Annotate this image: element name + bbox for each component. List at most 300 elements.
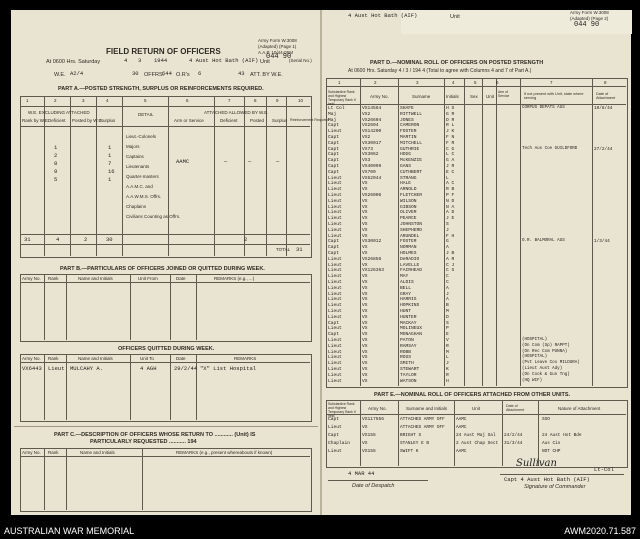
roll-rank: Capt [328,135,340,140]
roll-army-no: VX [362,233,368,239]
quitted-row-name: MULCAHY A. [70,365,104,372]
roll-army-no: VX26604 [362,117,382,123]
roll-army-no: VX14564 [362,106,382,111]
roll-initials: L [446,175,449,181]
roll-where-serving: CORPUS DEPATS AUS [522,106,565,110]
joined-table [20,274,312,342]
roll-initials: G [446,239,449,245]
joined-head-name: Name and Initials [78,276,113,281]
roll-surname: OLIVER [400,210,417,216]
e-army-no: VX155 [362,449,376,454]
roll-rank: Capt [328,169,340,175]
roll-initials: C S [446,268,455,274]
part-d-heading: PART D.—NOMINAL ROLL OF OFFICERS ON POSTED STRENGTH [370,60,544,66]
quitted-row-rank: Lieut [48,365,65,372]
e-army-no: VX [362,441,368,446]
roll-rank: Lieut [328,285,342,291]
e-date: 31/3/44 [504,441,523,446]
rank-label: Civilians Counting as Offrs. [126,214,181,219]
roll-army-no: VX30017 [362,140,382,146]
roll-rank: Lieut [328,297,342,303]
e-unit: AAMC [456,449,467,454]
roll-army-no: VX [362,332,368,338]
part-a-col-rule [244,96,248,256]
unit-name: 4 Aust Hot Bath (AIF) [189,57,259,64]
col-head-deficient-2: Deficient [220,118,238,123]
roll-surname: HUNTER [400,314,417,320]
roll-surname: HARRIS [400,297,417,303]
rcol-num-3: 3 [416,80,419,85]
roll-date: 1/3/44 [594,239,610,245]
roll-rank: Lieut [328,367,342,372]
rank-label: Quarter-masters [126,174,159,179]
joined-head-no: Army No. [22,276,41,281]
roll-where-serving: (Pvt Leave Cox MILDURA) [522,361,580,366]
roll-rank: Lieut [328,338,342,343]
roll-surname: HALE [400,181,412,187]
roll-where-serving: (HOSPITAL) [522,338,548,342]
roll-army-no: VX [362,280,368,285]
roll-army-no: VX2 [362,111,371,117]
part-a-col-rule [214,96,215,256]
part-c-head-remarks: REMARKS (e.g., present whereabouts if known) [176,450,273,455]
quitted-row-unit: 4 AGH [140,365,157,372]
roll-rank: Capt [328,332,340,338]
roll-rank: Lieut [328,303,342,309]
rank-label: Captains [126,154,144,159]
roll-surname: GIBSON [400,204,417,210]
roll-where-serving: (On Rec Com PUNNA) [522,349,568,354]
we-offrs2: 6 [198,70,202,77]
roll-rank: Lieut [328,187,342,193]
roll-surname: MITCHELL [400,140,423,146]
col-num-1: 1 [26,98,29,103]
arm-value: AAMC [176,158,190,165]
form-ref-4: (Serial No.) [289,58,312,63]
total-3: 2 [84,236,88,243]
roll-rank: Lieut [328,309,342,314]
joined-head-unit: Unit From [138,276,158,281]
page-fold [320,10,322,515]
e-unit: 2 Aust Chap Sect [456,441,499,446]
roll-initials: G A [446,158,455,164]
e-army-no: VX117556 [362,417,385,422]
signature-rank: Lt-Col [594,466,614,473]
right-serial: 044 90 [574,21,600,29]
e-name: ATTACHED ARMY OFF [400,425,445,430]
roll-army-no: VX73 [362,146,374,152]
part-c-head-name: Name and Initials [80,450,115,455]
roll-army-no: VX [362,285,368,291]
roll-rank: Capt [328,123,340,129]
col-head-surplus: Surplus [100,118,116,123]
roll-rank: Lieut [328,129,342,135]
roll-surname: ROSS [400,355,412,361]
we-ors-label: O.R's [176,72,190,78]
joined-head-date: Date [176,276,186,281]
roll-surname: JONES [400,117,414,123]
roll-surname: SHAFE [400,106,414,111]
e-name: SWIFT K [400,449,419,454]
part-a-col-rule [122,96,123,256]
rcol-num-4: 4 [452,80,455,85]
roll-surname: WILSON [400,198,417,204]
roll-surname: BELL [400,285,412,291]
e-unit: 24 Aust Maj Sal [456,433,496,438]
part-e-heading: PART E.—NOMINAL ROLL OF OFFICERS ATTACHED FROM OTHER UNITS. [374,392,571,398]
roll-army-no: VX700 [362,169,376,175]
col-num-6: 6 [186,98,189,103]
roll-rank: Capt [328,239,340,245]
strength-value: 1 [54,144,58,151]
roll-initials: P [446,326,449,332]
part-d-col-rule [482,78,483,386]
form-ref-1: Army Form W.3008 [258,38,297,43]
roll-rank: Lieut [328,216,342,222]
roll-rank: Maj [328,117,337,123]
quitted-row-no: VX6443 [22,365,42,372]
we-prefix: W.E. [54,72,66,78]
e-rank: Capt [328,417,340,422]
part-a-col-rule [266,96,267,256]
roll-surname: MOLINEUX [400,326,423,332]
e-head-no: Army No. [368,406,387,411]
e-name: BRIGHT S [400,433,422,438]
joined-head-remarks: REMARKS (e.g., ...) [214,276,255,281]
e-head-name: Surname and Initials [406,406,448,411]
roll-surname: MACKAY [400,320,417,326]
roll-army-no: VX30012 [362,239,382,245]
part-d-col-rule [398,78,399,386]
roll-army-no: VX14200 [362,129,382,135]
part-a-col-rule [168,96,169,256]
roll-army-no: VX [362,204,368,210]
quitted-head-name: Name and Initials [78,356,113,361]
roll-surname: LAVELLE [400,262,420,268]
roll-where-serving: (HQ WIF) [522,378,543,383]
roll-army-no: VX3062 [362,152,379,158]
e-nature: NOT CHP [542,449,561,454]
quitted-head-date: Date [176,356,186,361]
roll-initials: C [446,280,449,285]
roll-initials: C G [446,146,455,152]
roll-rank: Lieut [328,262,342,268]
roll-surname: JOHNSTON [400,222,423,227]
strength-value: 1 [108,152,112,159]
roll-rank: Capt [328,140,340,146]
rank-label: Lieutenants [126,164,150,169]
roll-army-no: VX [362,378,368,384]
roll-army-no: VX26006 [362,193,382,198]
total-label: TOTAL [276,247,291,252]
roll-surname: ROBB [400,349,412,355]
roll-rank: Lieut [328,343,342,349]
e-head-rank: Substantive Rank and Highest Temporary Rank if held [328,402,356,418]
strength-value: 5 [54,176,58,183]
we-att-label: ATT. BY W.E. [250,72,283,78]
roll-rank: Lieut [328,372,342,378]
unit-label: Unit [260,59,270,65]
roll-initials: L [446,355,449,361]
quitted-head-remarks: REMARKS [234,356,257,361]
strength-value: 9 [54,168,58,175]
roll-rank: Lieut [328,204,342,210]
roll-initials: A D [446,210,455,216]
att-posted: — [248,158,252,165]
attached-label: ATTACHED ALLOWED BY W.E. [204,110,269,115]
roll-rank: Lieut [328,378,342,384]
roll-surname: CUTHBERT [400,169,423,175]
roll-initials: G R [446,111,455,117]
roll-army-no: VX [362,338,368,343]
rcol-head-unit: Unit [486,94,495,99]
roll-initials: N A [446,204,455,210]
roll-rank: Lieut [328,268,342,274]
we-value: A2/4 [70,70,84,77]
rank-label: A.A.M.C. and [126,184,153,189]
dispatch-label: Date of Despatch [352,483,395,489]
roll-rank: Capt [328,164,340,169]
roll-where-serving: (HOSPITAL) [522,355,548,360]
att-surplus: — [276,158,280,165]
roll-initials: A [446,285,449,291]
roll-where-serving: O.R. BALMORAL AUS [522,239,565,244]
roll-army-no: VX26856 [362,256,382,262]
roll-army-no: VX [362,372,368,378]
roll-army-no: VX [362,355,368,361]
roll-rank: Capt [328,146,340,152]
col-num-5: 5 [144,98,147,103]
roll-rank: Lieut [328,210,342,216]
roll-initials: D [446,314,449,320]
e-name: ATTACHED ARMY OFF [400,417,445,422]
right-page [324,10,628,514]
rcol-num-1: 1 [338,80,341,85]
roll-army-no: VX [362,181,368,187]
roll-rank: Capt [328,152,340,158]
rcol-head-rank: Substantive Rank and Highest Temporary Rank if held [328,90,356,106]
we-ors: 644 [162,70,172,77]
roll-date: 27/2/44 [594,146,613,152]
roll-rank: Capt [328,251,340,256]
roll-where-serving: Tech Aus Coe GUILDFORD [522,146,578,151]
col-num-8: 8 [254,98,257,103]
header-unit-label: Unit [450,14,460,20]
roll-rank: Lieut [328,314,342,320]
header-unit: 4 Aust Hot Bath (AIF) [348,12,418,19]
part-c-heading: PART C.—DESCRIPTION OF OFFICERS WHOSE RETURN TO ............ (Unit) IS [54,432,256,438]
date-year: 1944 [154,57,168,64]
col-num-9: 9 [276,98,279,103]
roll-army-no: VX [362,320,368,326]
e-unit: AAMC [456,425,467,430]
strength-value: 1 [108,176,112,183]
e-nature: Aus Cin [542,441,561,446]
strength-value: 8 [54,160,58,167]
roll-where-serving: (On Cook & Gun Tng) [522,372,570,377]
roll-rank: Lieut [328,291,342,297]
roll-initials: J [446,361,449,367]
roll-army-no: VX [362,314,368,320]
roll-initials: A [446,245,449,251]
quitted-row-remarks: "X" List Hospital [200,365,257,372]
part-d-date: At 0600 Hrs. Saturday 4 / 3 / 194 4 (Total to agree with Columns 4 and 7 of Part A.) [348,68,532,74]
roll-army-no: VX [362,361,368,367]
roll-surname: NORMAN [400,245,417,251]
roll-where-serving: (Lieut Aust Ady) [522,367,563,371]
total-2: 4 [56,236,60,243]
roll-initials: J R [446,164,455,169]
strength-value: 2 [54,152,58,159]
roll-initials: H S [446,106,455,111]
roll-army-no: VX [362,297,368,303]
rank-label: Lieut.-Colonels [126,134,157,139]
commander-signature: Sullivan [516,458,557,469]
col-num-7: 7 [228,98,231,103]
roll-army-no: VX40099 [362,164,382,169]
roll-surname: HOPKINS [400,303,420,309]
e-rank: Chaplain [328,441,351,446]
e-unit: AAMC [456,417,467,422]
part-a-heading: PART A.—POSTED STRENGTH, SURPLUS OR REINFORCEMENTS REQUIRED. [58,86,264,92]
left-page [14,34,329,514]
e-rank: Capt [328,433,340,438]
roll-rank: Lieut [328,349,342,355]
rcol-head-sex: Sex [470,94,478,99]
col-head-arm: Arm or Service [174,118,204,123]
rcol-num-7: 7 [550,80,553,85]
roll-initials: A [446,297,449,303]
roll-initials: V [446,338,449,343]
right-form-ref-2: (Adapted) (Page 2) [570,16,609,21]
roll-initials: R L [446,123,455,129]
roll-initials: J B [446,251,455,256]
signature-unit: Capt 4 Aust Hot Bath (AIF) [504,476,590,483]
roll-surname: HUNT [400,309,412,314]
roll-initials: J [446,227,449,233]
roll-rank: Lieut [328,198,342,204]
e-rank: Lieut [328,425,342,430]
col-num-4: 4 [106,98,109,103]
we-offrs: 30 [132,70,139,77]
rcol-num-8: 8 [604,80,607,85]
dispatch-date: 4 MAR 44 [348,470,375,477]
footer-source: AUSTRALIAN WAR MEMORIAL [4,526,135,536]
col-head-deficient: Deficient [48,118,66,123]
roll-initials: E [446,332,449,338]
roll-initials: A C [446,181,455,187]
roll-initials: M [446,349,449,355]
roll-surname: ARNOLD [400,187,417,193]
e-army-no: VX [362,425,368,430]
rcol-head-where: If not present with Unit, state where serving [524,92,584,100]
rcol-num-2: 2 [374,80,377,85]
roll-initials: R B [446,187,455,193]
roll-initials: E C [446,169,455,175]
joined-head-rank: Rank [48,276,59,281]
e-nature: 24 Aust Hot Bde [542,433,582,438]
roll-surname: SMITH [400,361,414,367]
roll-surname: GANS [400,164,412,169]
rcol-num-5: 5 [474,80,477,85]
roll-army-no: VX [362,326,368,332]
roll-surname: GUTHRIE [400,146,420,152]
roll-rank: Lt Col [328,106,345,111]
roll-surname: FLETCHER [400,193,423,198]
date-prefix: At 0600 Hrs. Saturday [46,59,101,65]
part-c-head-rank: Rank [48,450,59,455]
quitted-head-unit: Unit To [140,356,154,361]
col-head-posted: Posted by W.E. [72,118,103,123]
roll-initials: F R [446,140,455,146]
roll-army-no: VX [362,343,368,349]
quitted-head-no: Army No. [22,356,41,361]
we-offrs-label: OFFRS. [144,72,165,78]
roll-initials: H [446,378,449,384]
roll-rank: Lieut [328,227,342,233]
date-month: 3 [138,57,142,64]
roll-surname: FAIRHEAD [400,268,423,274]
serial-number: 044 90 [266,53,292,61]
roll-initials: S [446,320,449,326]
roll-initials: B [446,303,449,309]
part-c-head-no: Army No. [22,450,41,455]
e-head-nature: Nature of Attachment [558,406,601,411]
roll-rank: Lieut [328,326,342,332]
rcol-head-no: Army No. [370,94,389,99]
rcol-num-6: 6 [496,80,499,85]
rank-label: Chaplains [126,204,147,209]
roll-army-no: VX [362,309,368,314]
quitted-heading: OFFICERS QUITTED DURING WEEK. [118,346,215,352]
col-head-surplus-2: Surplus [272,118,288,123]
part-d-col-rule [496,78,497,386]
quitted-head-rank: Rank [48,356,59,361]
rcol-head-initials: Initials [446,94,459,99]
roll-initials: C J [446,262,455,268]
roll-initials: P F [446,193,455,198]
part-d-col-rule [360,78,361,386]
roll-initials: J [446,291,449,297]
roll-where-serving: (On Com (Sp) RAPPT) [522,343,570,348]
col-head-rank: Rank by W.E. [22,118,50,123]
we-excluding-label: W.E. EXCLUDING ATTACHED [28,110,90,115]
rcol-head-date: Date of Attachment [596,92,616,100]
roll-surname: STRANG [400,175,417,181]
e-rank: Lieut [328,449,342,454]
roll-army-no: VX [362,210,368,216]
roll-army-no: VX2 [362,135,371,140]
rank-label: A.A.W.M.S. Offrs. [126,194,162,199]
col-num-3: 3 [82,98,85,103]
roll-army-no: VX126363 [362,268,385,274]
roll-initials: L C [446,152,455,158]
roll-initials: S [446,222,449,227]
roll-surname: RITTWELL [400,111,423,117]
roll-initials: M [446,309,449,314]
col-head-posted-2: Posted [250,118,265,123]
strength-value: 1 [108,144,112,151]
roll-army-no: VX [362,198,368,204]
roll-army-no: VX2604 [362,123,379,129]
e-head-date: Date of Attachment [506,404,525,412]
roll-rank: Capt [328,320,340,326]
roll-army-no: VX62044 [362,175,382,181]
total-1: 31 [24,236,31,243]
roll-army-no: VX [362,349,368,355]
col-head-detail: DETAIL [138,112,154,117]
roll-surname: MARTIN [400,135,417,140]
